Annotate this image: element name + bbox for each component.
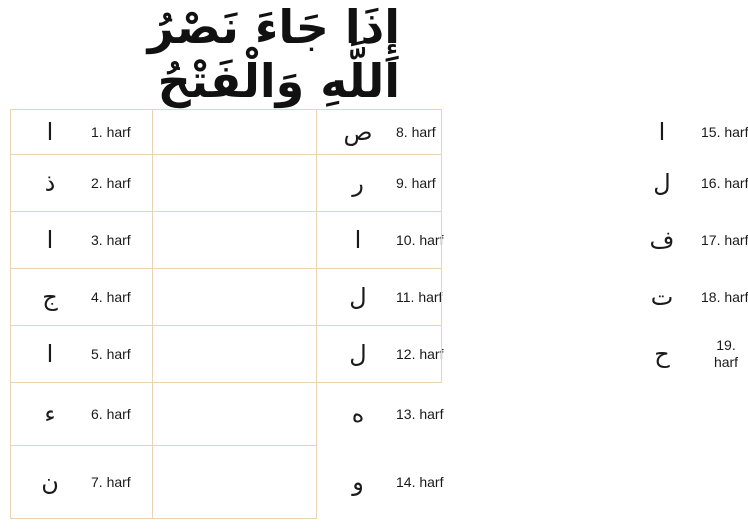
letter-cell xyxy=(10,325,153,383)
letter-position-label: 9. harf xyxy=(396,175,436,191)
letter-cell xyxy=(152,445,444,519)
letter-position-label: 4. harf xyxy=(91,289,131,305)
arabic-letter: ج xyxy=(42,283,58,311)
letter-position-label: 7. harf xyxy=(91,474,131,490)
letter-cell xyxy=(10,268,153,326)
letter-cell xyxy=(10,382,153,446)
letter-cell xyxy=(316,325,739,383)
letter-cell xyxy=(316,268,748,326)
letter-position-label: 6. harf xyxy=(91,406,131,422)
arabic-letter: ل xyxy=(349,283,367,311)
arabic-letter: ا xyxy=(46,226,54,254)
letter-position-label: 2. harf xyxy=(91,175,131,191)
arabic-letter: ح xyxy=(654,340,670,368)
letter-position-label: 13. harf xyxy=(396,406,444,422)
letter-position-label: 12. harf xyxy=(396,346,444,362)
arabic-letter: ت xyxy=(650,283,674,311)
arabic-letter: و xyxy=(352,468,364,496)
letter-position-label: 11. harf xyxy=(396,289,443,305)
arabic-letter: ذ xyxy=(44,169,56,197)
arabic-letter: ن xyxy=(41,468,59,496)
verse-title: إِذَا جَاءَ نَصْرُ اللَّهِ وَالْفَتْحُ xyxy=(147,0,400,108)
arabic-letter: ف xyxy=(649,226,675,254)
arabic-letter: ا xyxy=(46,340,54,368)
arabic-letter: ا xyxy=(658,118,666,146)
letter-cell xyxy=(10,154,153,212)
letter-cell xyxy=(316,211,748,269)
letter-position-label: 17. harf xyxy=(701,232,748,248)
letter-position-label: 3. harf xyxy=(91,232,131,248)
arabic-letter: ص xyxy=(343,118,373,146)
letter-cell xyxy=(10,211,153,269)
arabic-letter: ء xyxy=(44,400,56,428)
arabic-letter: ل xyxy=(349,340,367,368)
letter-cell xyxy=(10,445,153,519)
letter-cell xyxy=(316,109,748,155)
letter-cell xyxy=(152,109,436,155)
letter-cell xyxy=(152,154,436,212)
arabic-letter: ه xyxy=(351,400,365,428)
letter-cell xyxy=(316,154,748,212)
letter-position-label: 10. harf xyxy=(396,232,444,248)
arabic-letter: ل xyxy=(653,169,671,197)
letter-position-label: 15. harf xyxy=(701,124,748,140)
arabic-letter: ا xyxy=(354,226,362,254)
letter-position-label: 19. harf xyxy=(713,337,739,370)
letter-cell xyxy=(152,211,444,269)
letter-cell xyxy=(152,268,443,326)
letter-position-label: 8. harf xyxy=(396,124,436,140)
letter-cell xyxy=(152,325,444,383)
letter-cell xyxy=(152,382,444,446)
arabic-letter: ر xyxy=(352,169,364,197)
arabic-letter: ا xyxy=(46,118,54,146)
letter-position-label: 16. harf xyxy=(701,175,748,191)
letter-position-label: 5. harf xyxy=(91,346,131,362)
letter-position-label: 18. harf xyxy=(701,289,748,305)
letter-position-label: 1. harf xyxy=(91,124,131,140)
letter-cell xyxy=(10,109,153,155)
letter-position-label: 14. harf xyxy=(396,474,444,490)
